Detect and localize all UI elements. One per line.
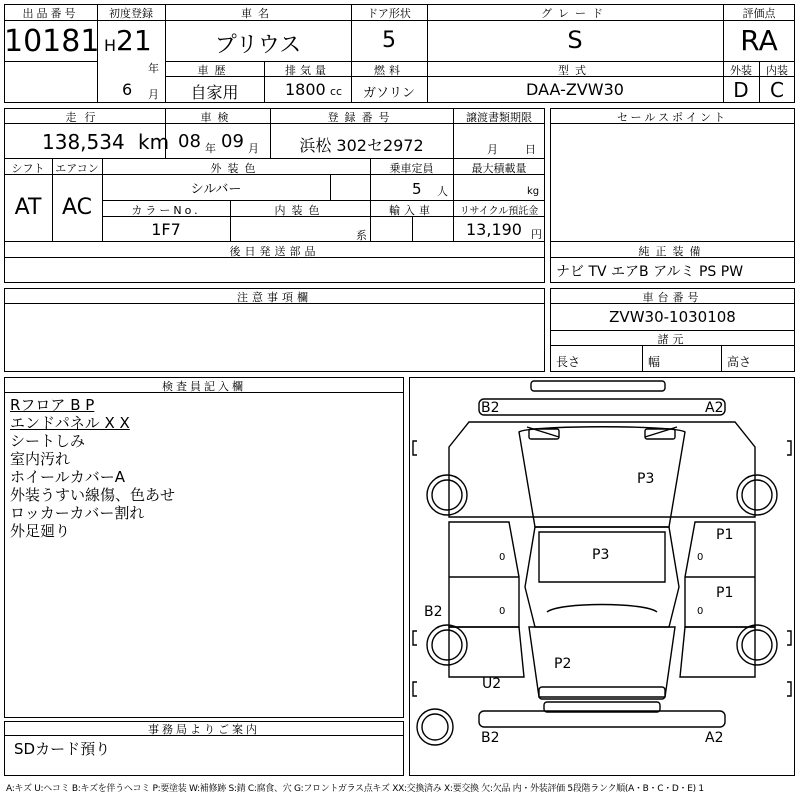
inspector-label: 検査員記入欄 xyxy=(162,380,246,393)
later-parts-label: 後日発送部品 xyxy=(229,245,320,258)
damage-a2-top-right: A2 xyxy=(705,400,724,416)
inspection-month: 09 xyxy=(221,131,244,152)
int-color-unit: 系 xyxy=(356,229,367,242)
inspection-year: 08 xyxy=(178,131,201,152)
score-value: RA xyxy=(740,24,778,57)
damage-u2: U2 xyxy=(482,676,502,692)
first-reg-year: 21 xyxy=(116,24,152,57)
car-diagram xyxy=(409,377,795,776)
lot-number: 10181 xyxy=(4,24,100,59)
history-label: 車歴 xyxy=(197,64,232,77)
inspector-item: ロッカーカバー割れ xyxy=(10,504,145,522)
ac-label: エアコン xyxy=(55,162,99,175)
score-label: 評価点 xyxy=(742,7,776,20)
shift-label: シフト xyxy=(11,162,45,175)
inspector-item: シートしみ xyxy=(10,432,86,450)
import-label: 輸入車 xyxy=(389,204,434,217)
damage-b2-left: B2 xyxy=(424,604,443,620)
car-name: プリウス xyxy=(214,33,302,58)
displacement-label: 排気量 xyxy=(285,64,330,77)
shift-value: AT xyxy=(14,195,42,220)
width-label: 幅 xyxy=(648,355,661,369)
door-handle-mark: 0 xyxy=(499,606,506,617)
damage-b2-top-left: B2 xyxy=(481,400,500,416)
car-name-label: 車名 xyxy=(241,7,275,20)
inspector-item: 室内汚れ xyxy=(10,450,71,468)
door-handle-mark: 0 xyxy=(499,552,506,563)
damage-b2-bottom-left: B2 xyxy=(481,730,500,746)
ac-value: AC xyxy=(61,195,93,220)
door-value: 5 xyxy=(382,28,396,53)
damage-p3-top: P3 xyxy=(637,471,655,487)
dims-label: 諸元 xyxy=(657,333,688,346)
damage-p1-upper: P1 xyxy=(716,527,734,543)
chassis-label: 車台番号 xyxy=(642,291,703,304)
capacity-value: 5 xyxy=(412,180,422,198)
load-unit: kg xyxy=(527,186,540,197)
damage-a2-bottom-right: A2 xyxy=(705,730,724,746)
model-value: DAA-ZVW30 xyxy=(526,80,624,99)
plate-label: 登録番号 xyxy=(327,111,396,124)
load-label: 最大積載量 xyxy=(471,162,527,175)
recycle-unit: 円 xyxy=(531,228,542,241)
door-handle-mark: 0 xyxy=(697,606,704,617)
transfer-label: 譲渡書類期限 xyxy=(466,111,532,124)
inspector-item: 外足廻り xyxy=(10,522,71,540)
mileage-label: 走行 xyxy=(65,111,104,124)
era: H xyxy=(104,36,117,55)
displacement-value: 1800 xyxy=(285,80,326,99)
legend: A:キズ U:ヘコミ B:キズを伴うヘコミ P:要塗装 W:補修跡 S:錆 C:腐食、穴 G:フロントガラス点キズ XX:交換済み X:要交換 欠:欠品 内・外装評価 5段階ランク順(A・B・C・D・E) 1 xyxy=(6,784,704,794)
grade-label: グレード xyxy=(541,7,609,20)
inspector-item: 外装うすい線傷、色あせ xyxy=(10,486,176,504)
genuine-label: 純正装備 xyxy=(638,245,707,258)
exterior-value: D xyxy=(733,78,749,102)
inspector-item: Rフロア B P xyxy=(10,396,95,414)
door-handle-mark: 0 xyxy=(697,552,704,563)
year-unit: 年 xyxy=(148,62,159,75)
displacement-unit: cc xyxy=(330,85,343,98)
grade-value: S xyxy=(567,26,583,54)
office-note: SDカード預り xyxy=(14,740,111,758)
color-label: 外装色 xyxy=(210,162,262,175)
fuel-label: 燃料 xyxy=(374,64,404,77)
transfer-day-unit: 日 xyxy=(525,143,536,156)
damage-p3-mid: P3 xyxy=(592,547,610,563)
model-label: 型式 xyxy=(558,64,592,77)
genuine-value: ナビ TV エアB アルミ PS PW xyxy=(556,264,744,280)
door-label: ドア形状 xyxy=(367,7,411,20)
chassis-value: ZVW30-1030108 xyxy=(609,308,736,326)
inspector-item: エンドパネル X X xyxy=(10,414,130,432)
inspector-list xyxy=(10,396,390,540)
capacity-label: 乗車定員 xyxy=(389,162,434,175)
month-unit: 月 xyxy=(148,88,159,101)
interior-value: C xyxy=(770,78,784,102)
damage-p1-lower: P1 xyxy=(716,585,734,601)
recycle-value: 13,190 xyxy=(466,220,522,239)
notes-label: 注意事項欄 xyxy=(237,291,312,304)
inspection-month-unit: 月 xyxy=(248,142,259,155)
first-reg-month: 6 xyxy=(122,80,133,99)
mileage-unit: km xyxy=(138,130,170,154)
color-no-value: 1F7 xyxy=(151,220,181,239)
int-color-label: 内装色 xyxy=(274,204,326,217)
recycle-label: リサイクル預託金 xyxy=(459,206,539,217)
first-reg-label: 初度登録 xyxy=(109,7,153,20)
length-label: 長さ xyxy=(556,355,581,369)
lot-label: 出品番号 xyxy=(22,7,79,20)
fuel-value: ガソリン xyxy=(362,86,415,101)
capacity-unit: 人 xyxy=(437,185,448,198)
mileage-value: 138,534 xyxy=(42,130,125,154)
exterior-label: 外装 xyxy=(730,64,752,77)
height-label: 高さ xyxy=(727,355,752,369)
history-value: 自家用 xyxy=(190,83,239,102)
inspector-item: ホイールカバーA xyxy=(10,468,125,486)
plate-value: 浜松 302セ2972 xyxy=(299,136,424,155)
transfer-month-unit: 月 xyxy=(487,143,498,156)
color-value: シルバー xyxy=(190,182,242,197)
interior-label: 内装 xyxy=(766,64,788,77)
inspection-label: 車検 xyxy=(200,111,235,124)
color-no-label: カラーNo. xyxy=(131,204,201,217)
sales-point-label: セールスポイント xyxy=(616,111,728,124)
damage-p2: P2 xyxy=(554,656,572,672)
office-label: 事務局よりご案内 xyxy=(148,723,260,736)
inspection-year-unit: 年 xyxy=(205,142,216,155)
